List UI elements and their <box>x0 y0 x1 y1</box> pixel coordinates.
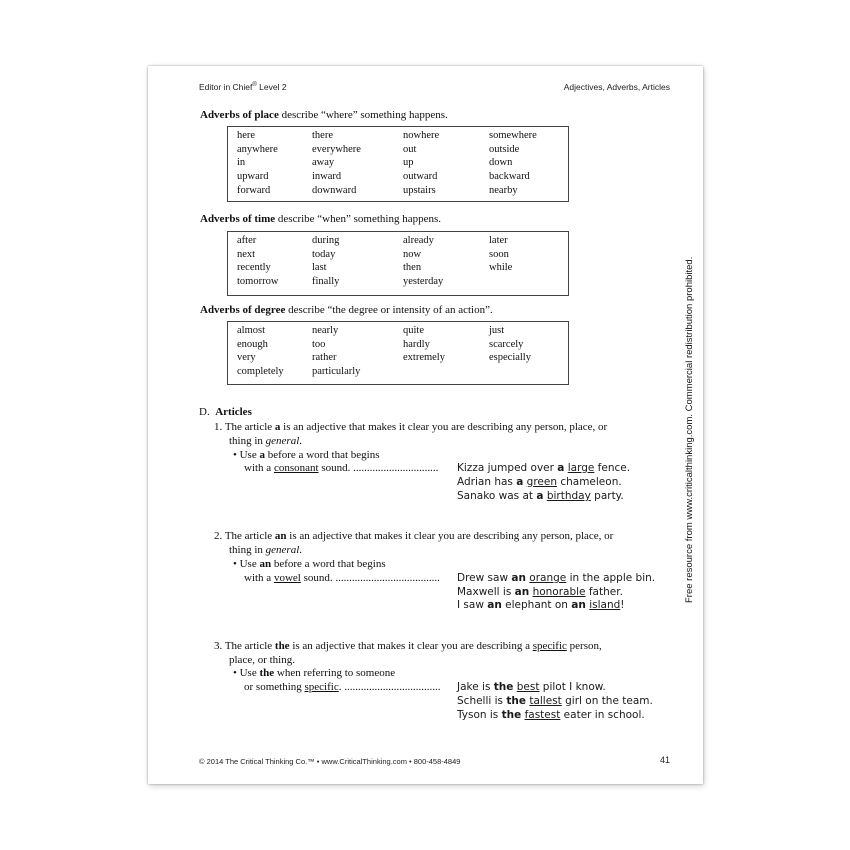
word-row: recently last then while <box>237 262 513 274</box>
word-row: after during already later <box>237 235 508 246</box>
place-adverb-box <box>227 126 569 202</box>
degree-section-title: Adverbs of degree describe “the degree or intensity of an action”. <box>200 304 493 316</box>
word-row: enough too hardly scarcely <box>237 338 524 350</box>
article-an-bullet: • Use an before a word that begins <box>233 558 386 570</box>
article-a-bullet-cont: with a consonant sound. ............................... <box>244 462 439 474</box>
redistribution-notice: Free resource from www.criticalthinking.com. Commercial redistribution prohibited. <box>684 256 695 603</box>
example-sentence: Drew saw an orange in the apple bin. <box>457 572 656 584</box>
article-the-rule-cont: place, or thing. <box>229 654 295 666</box>
word-row: in away up down <box>237 157 513 169</box>
article-the-bullet-cont: or something specific. ................................... <box>244 681 441 693</box>
example-sentence: Tyson is the fastest eater in school. <box>457 709 645 721</box>
footer-copyright: © 2014 The Critical Thinking Co.™ • www.CriticalThinking.com • 800-458-4849 <box>199 757 461 766</box>
word-row: very rather extremely especially <box>237 352 531 364</box>
word-row: forward downward upstairs nearby <box>237 184 518 196</box>
word-row: upward inward outward backward <box>237 171 530 183</box>
word-row: anywhere everywhere out outside <box>237 143 520 155</box>
word-row: next today now soon <box>237 248 509 260</box>
article-the-bullet: • Use the when referring to someone <box>233 667 396 679</box>
article-a-rule: 1. The article a is an adjective that makes it clear you are describing any person, place, or <box>214 421 608 433</box>
example-sentence: Sanako was at a birthday party. <box>457 490 624 502</box>
article-an-bullet-cont: with a vowel sound. ...................................... <box>244 572 440 584</box>
article-an-rule-cont: thing in general. <box>229 544 303 556</box>
page-number: 41 <box>659 755 670 765</box>
example-sentence: I saw an elephant on an island! <box>457 599 625 611</box>
article-a-bullet: • Use a before a word that begins <box>233 449 380 461</box>
article-the-rule: 3. The article the is an adjective that makes it clear you are describing a specific person, <box>214 640 602 652</box>
example-sentence: Kizza jumped over a large fence. <box>457 462 631 474</box>
word-row: tomorrow finally yesterday <box>237 276 444 288</box>
header-chapter-title: Adjectives, Adverbs, Articles <box>563 82 670 92</box>
example-sentence: Jake is the best pilot I know. <box>457 681 606 693</box>
example-sentence: Maxwell is an honorable father. <box>457 586 623 598</box>
time-section-title: Adverbs of time describe “when” something happens. <box>200 213 442 225</box>
header-book-title: Editor in Chief® Level 2 <box>199 82 287 92</box>
place-section-title: Adverbs of place describe “where” something happens. <box>200 109 448 121</box>
word-row: completely particularly <box>237 366 361 378</box>
article-an-rule: 2. The article an is an adjective that makes it clear you are describing any person, place, or <box>214 530 614 542</box>
word-row: here there nowhere somewhere <box>237 130 537 141</box>
word-row: almost nearly quite just <box>237 325 505 336</box>
example-sentence: Adrian has a green chameleon. <box>457 476 622 488</box>
example-sentence: Schelli is the tallest girl on the team. <box>457 695 653 707</box>
degree-adverb-box <box>227 321 569 385</box>
article-a-rule-cont: thing in general. <box>229 435 303 447</box>
time-adverb-box <box>227 231 569 296</box>
articles-heading: D. Articles <box>199 406 252 418</box>
